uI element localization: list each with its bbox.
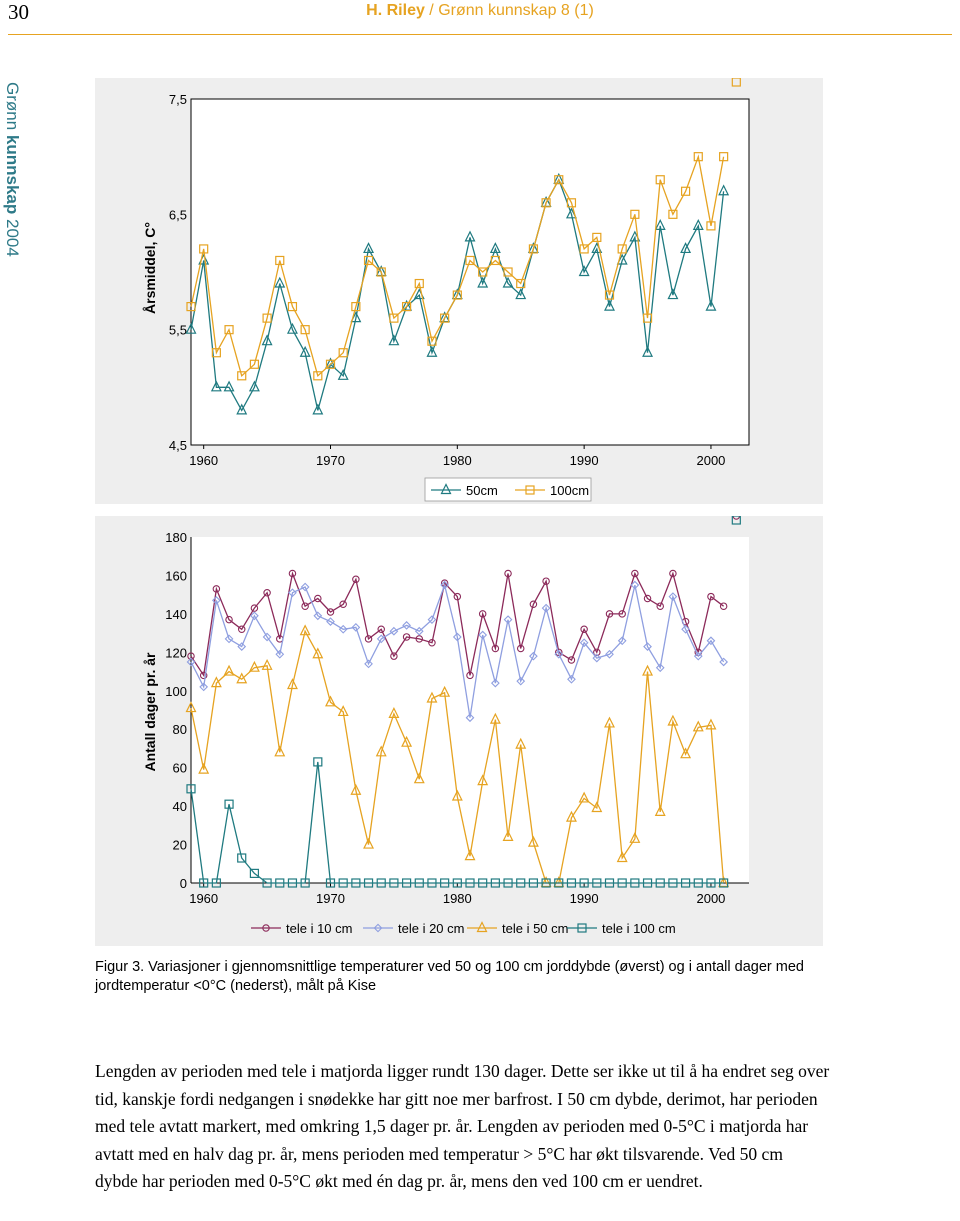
- y-tick-label: 6,5: [168, 207, 187, 223]
- running-head: [0, 2, 960, 20]
- y-axis-title: Antall dager pr. år: [142, 652, 158, 772]
- legend-label: 100cm: [550, 483, 590, 498]
- x-tick-label: 1970: [316, 891, 345, 906]
- body-text: [95, 1058, 830, 1196]
- running-head-journal: / Grønn kunnskap 8 (1): [424, 2, 594, 19]
- legend-label: tele i 100 cm: [602, 921, 676, 936]
- side-brand: [2, 82, 22, 257]
- temperature-chart-svg: [95, 78, 823, 504]
- x-tick-label: 1980: [442, 453, 472, 468]
- plot-area: [191, 99, 749, 445]
- legend-label: tele i 50 cm: [502, 921, 569, 936]
- running-head-author: H. Riley: [366, 2, 425, 19]
- y-axis-title: Årsmiddel, C°: [142, 222, 158, 314]
- y-tick-label: 180: [165, 530, 187, 545]
- y-tick-label: 160: [165, 568, 187, 584]
- side-brand-year: 2004: [3, 214, 22, 257]
- header-rule: [8, 34, 952, 35]
- legend-label: tele i 20 cm: [398, 921, 465, 936]
- legend: [251, 921, 676, 936]
- y-tick-label: 0: [179, 876, 187, 891]
- x-tick-label: 2000: [696, 891, 726, 906]
- x-tick-label: 2000: [696, 453, 726, 468]
- x-tick-label: 1960: [189, 453, 219, 468]
- legend-marker: [478, 923, 487, 932]
- y-tick-label: 20: [172, 837, 187, 853]
- x-tick-label: 1960: [189, 891, 219, 906]
- y-tick-label: 7,5: [168, 92, 187, 107]
- figure-caption: Figur 3. Variasjoner i gjennomsnittlige temperaturer ved 50 og 100 cm jorddybde (øverst) og i antall dager med jordtemperatur <0°C (nederst), målt på Kise: [95, 959, 804, 994]
- x-tick-label: 1970: [316, 453, 345, 468]
- page-number: 30: [8, 0, 29, 24]
- y-tick-label: 80: [172, 722, 187, 738]
- data-point: [732, 78, 740, 86]
- page-header: [0, 0, 960, 36]
- frost-days-chart: [95, 516, 823, 946]
- y-tick-label: 100: [165, 683, 187, 699]
- legend-label: tele i 10 cm: [286, 921, 353, 936]
- x-tick-label: 1990: [569, 891, 599, 906]
- frost-days-chart-svg: [95, 516, 823, 946]
- side-brand-bold: kunnskap: [3, 134, 22, 215]
- legend-label: 50cm: [466, 483, 498, 498]
- y-tick-label: 120: [165, 645, 187, 661]
- y-tick-label: 60: [172, 760, 187, 776]
- y-tick-label: 5,5: [168, 322, 187, 338]
- x-tick-label: 1990: [569, 453, 599, 468]
- y-tick-label: 4,5: [168, 438, 187, 453]
- plot-area: [191, 537, 749, 883]
- body-paragraph: Lengden av perioden med tele i matjorda ligger rundt 130 dager. Dette ser ikke ut til å ha endret seg over tid, kanskje fordi nedgangen i snødekke har gitt noe mer barfrost. I 50 cm dybde, derimot, har perioden med tele avtatt markert, med omkring 1,5 dager pr. år. Lengden av perioden med 0-5°C i matjorda har avtatt med en halv dag pr. år, mens perioden med temperatur > 5°C har økt tilsvarende. Ved 50 cm dybde har perioden med 0-5°C økt med én dag pr. år, mens den ved 100 cm er uendret.: [95, 1061, 830, 1191]
- temperature-chart: [95, 78, 823, 504]
- legend: [425, 478, 591, 501]
- y-tick-label: 140: [165, 606, 187, 622]
- x-tick-label: 1980: [442, 891, 472, 906]
- y-tick-label: 40: [172, 799, 187, 815]
- side-brand-regular: Grønn: [3, 82, 22, 135]
